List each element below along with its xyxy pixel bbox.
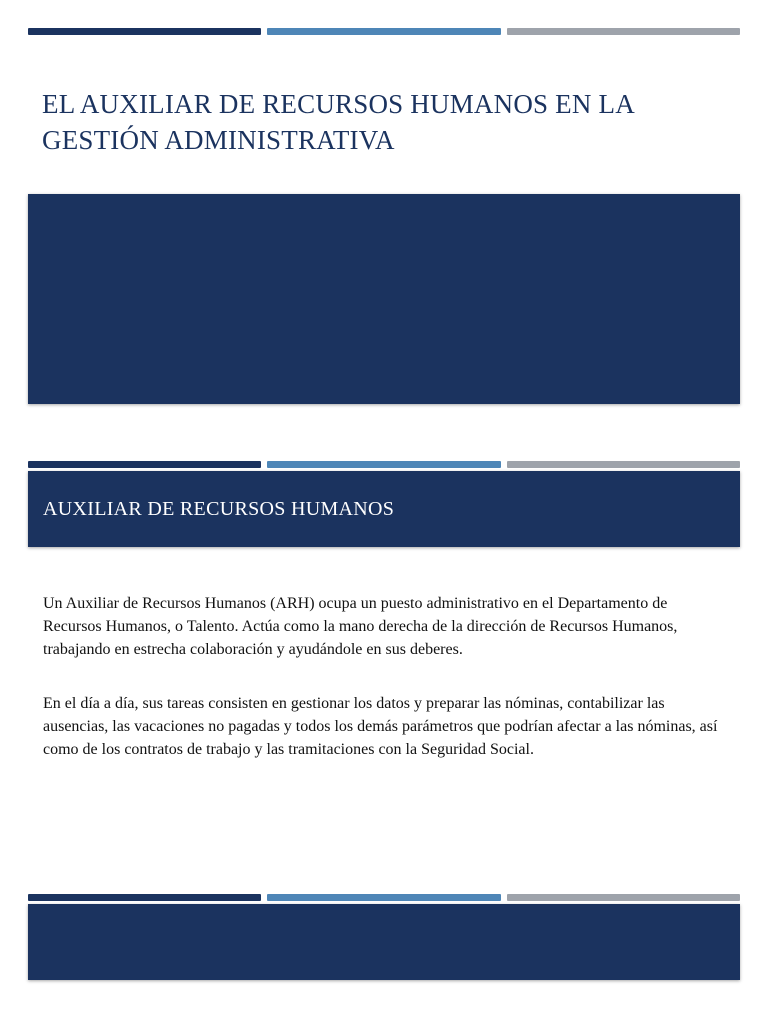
accent-segment-blue bbox=[267, 461, 500, 468]
slide-2-heading: AUXILIAR DE RECURSOS HUMANOS bbox=[43, 497, 395, 520]
slide-2-header-panel bbox=[28, 471, 740, 547]
accent-bar-slide-1 bbox=[28, 28, 740, 35]
accent-segment-gray bbox=[507, 28, 740, 35]
slide-1-title: EL AUXILIAR DE RECURSOS HUMANOS EN LA GESTIÓN ADMINISTRATIVA bbox=[42, 89, 634, 155]
accent-segment-dark bbox=[28, 461, 261, 468]
accent-segment-dark bbox=[28, 894, 261, 901]
accent-segment-dark bbox=[28, 28, 261, 35]
accent-bar-slide-3 bbox=[28, 894, 740, 901]
slide-2-paragraph-1: Un Auxiliar de Recursos Humanos (ARH) ocupa un puesto administrativo en el Departamento de Recursos Humanos, o Talento. Actúa como la mano derecha de la dirección de Recursos Humanos, trabajando en estrecha colaboración y ayudándole en sus deberes. bbox=[43, 595, 678, 658]
accent-segment-blue bbox=[267, 28, 500, 35]
slide-2-paragraph-2: En el día a día, sus tareas consisten en gestionar los datos y preparar las nóminas, contabilizar las ausencias, las vacaciones no pagadas y todos los demás parámetros que podrían afectar a las nóminas, así como de los contratos de trabajo y las tramitaciones con la Seguridad Social. bbox=[43, 695, 718, 758]
slide-1-navy-panel bbox=[28, 194, 740, 404]
accent-segment-blue bbox=[267, 894, 500, 901]
accent-segment-gray bbox=[507, 894, 740, 901]
accent-segment-gray bbox=[507, 461, 740, 468]
slide-3-header-panel bbox=[28, 904, 740, 980]
accent-bar-slide-2 bbox=[28, 461, 740, 468]
